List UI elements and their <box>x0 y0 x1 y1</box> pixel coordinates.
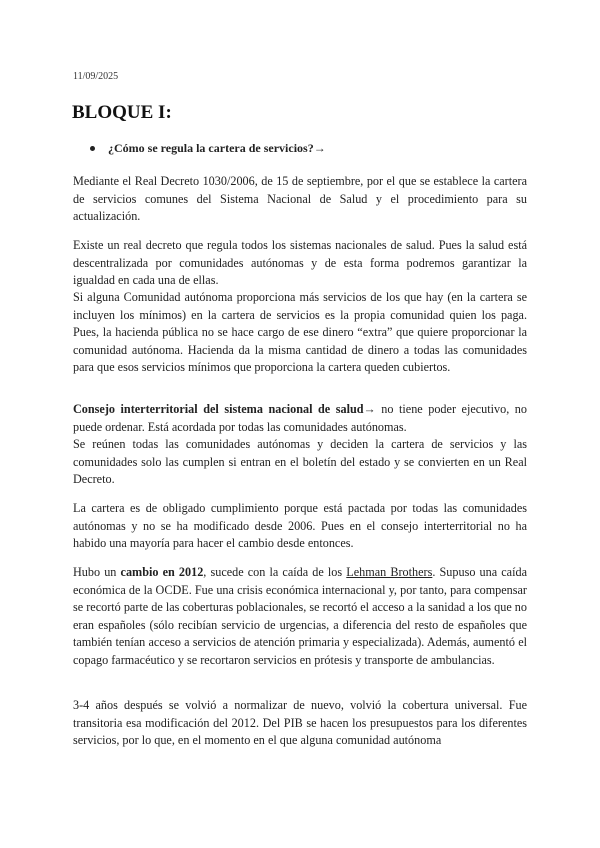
consejo-term: Consejo interterritorial del sistema nacional de salud <box>73 402 364 416</box>
bullet-question: ¿Cómo se regula la cartera de servicios?→ <box>108 141 326 155</box>
paragraph-financiacion: Si alguna Comunidad autónoma proporciona más servicios de los que hay (en la cartera se incluyen los mínimos) en la cartera de servicios es la propia comunidad quien los paga. Pues, la hacienda pública no se hace cargo de ese dinero “extra” que quiere proporcionar la comunidad autónoma. Hacienda da la misma cantidad de dinero a todas las comunidades para que esos servicios mínimos que proporciona la cartera queden cubiertos. <box>73 290 527 375</box>
paragraph-reunion: Se reúnen todas las comunidades autónomas y deciden la cartera de servicios y las comunidades solo las cumplen si entran en el boletín del estado y se convierten en un Real Decreto. <box>73 437 527 487</box>
paragraph-consejo <box>73 401 527 436</box>
consejo-text: → no tiene poder ejecutivo, no puede ordenar. Está acordada por todas las comunidades autónomas. <box>73 402 527 434</box>
paragraph-obligado: La cartera es de obligado cumplimiento porque está pactada por todas las comunidades autónomas y no se ha modificado desde 2006. Pues en el consejo interterritorial no ha habido una mayoría para hacer el cambio desde entonces. <box>73 501 527 551</box>
paragraph-descentralizacion: Existe un real decreto que regula todos los sistemas nacionales de salud. Pues la salud está descentralizada por comunidades autónomas y de esta forma podremos garantizar la igualdad en cada una de ellas. <box>73 238 527 288</box>
cambio-mid: , sucede con la caída de los <box>203 565 347 579</box>
paragraph-cambio-2012 <box>73 564 527 670</box>
paragraph-normalizacion: 3-4 años después se volvió a normalizar de nuevo, volvió la cobertura universal. Fue transitoria esa modificación del 2012. Del PIB se hacen los presupuestos para los diferentes servicios, por lo que, en el momento en el que alguna comunidad autónoma <box>73 698 527 748</box>
cambio-pre: Hubo un <box>73 565 121 579</box>
section-title: BLOQUE I: <box>72 102 172 123</box>
cambio-term: cambio en 2012 <box>120 565 204 579</box>
cambio-rest: . Supuso una caída económica de la OCDE. Fue una crisis económica internacional y, por tanto, para compensar se recortó parte de las coberturas poblacionales, se recortó el acceso a la sanidad a los que no eran españoles (sólo recibían servicio de urgencias, a diferencia del resto de españoles que también tenían acceso a servicios de atención primaria y especializada). Además, aumentó el copago farmacéutico y se recortaron servicios en prótesis y transporte de ambulancias. <box>73 565 527 667</box>
bullet-icon <box>90 146 95 151</box>
paragraph-real-decreto: Mediante el Real Decreto 1030/2006, de 15 de septiembre, por el que se establece la cartera de servicios comunes del Sistema Nacional de Salud y el procedimiento para su actualización. <box>73 174 527 224</box>
document-date: 11/09/2025 <box>73 71 119 82</box>
bullet-item <box>90 141 326 156</box>
lehman-brothers-link[interactable]: Lehman Brothers <box>346 565 433 579</box>
